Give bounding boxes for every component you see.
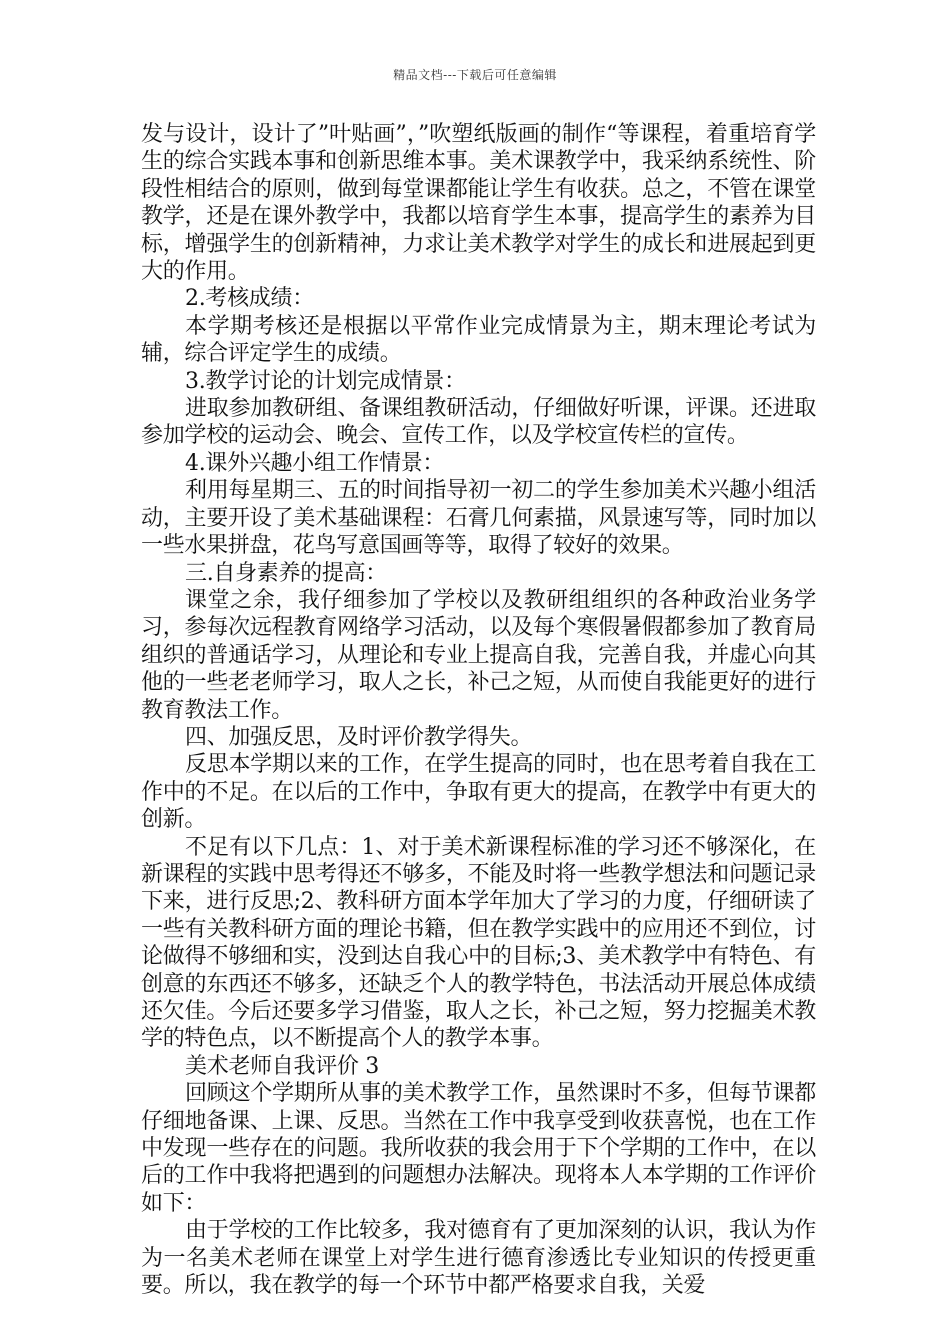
section-heading: 三.自身素养的提高： bbox=[185, 560, 387, 586]
paragraph: 不足有以下几点：1、对于美术新课程标准的学习还不够深化，在新课程的实践中思考得还不够多，不能及时将一些教学想法和问题记录下来，进行反思;2、教科研方面本学年加大了学习的力度，仔细研读了一些有关教科研方面的理论书籍，但在教学实践中的应用还不到位，讨论做得不够细和实，没到达自我心中的目标;3、美术教学中有特色、有创意的东西还不够多，还缺乏个人的教学特色，书法活动开展总体成绩还欠佳。今后还要多学习借鉴，取人之长，补己之短，努力挖掘美术教学的特色点，以不断提高个人的教学本事。 bbox=[141, 834, 816, 1052]
paragraph: 进取参加教研组、备课组教研活动，仔细做好听课，评课。还进取参加学校的运动会、晚会、宣传工作，以及学校宣传栏的宣传。 bbox=[141, 396, 816, 449]
paragraph: 利用每星期三、五的时间指导初一初二的学生参加美术兴趣小组活动，主要开设了美术基础课程：石膏几何素描，风景速写等，同时加以一些水果拼盘，花鸟写意国画等等，取得了较好的效果。 bbox=[141, 478, 816, 559]
section-heading: 2.考核成绩： bbox=[185, 286, 314, 312]
paragraph: 由于学校的工作比较多，我对德育有了更加深刻的认识，我认为作为一名美术老师在课堂上对学生进行德育渗透比专业知识的传授更重要。所以，我在教学的每一个环节中都严格要求自我，关爱 bbox=[141, 1218, 816, 1299]
paragraph: 发与设计，设计了”叶贴画”，”吹塑纸版画的制作“等课程，着重培育学生的综合实践本事和创新思维本事。美术课教学中，我采纳系统性、阶段性相结合的原则，做到每堂课都能让学生有收获。总之，不管在课堂教学，还是在课外教学中，我都以培育学生本事，提高学生的素养为目标，增强学生的创新精神，力求让美术教学对学生的成长和进展起到更大的作用。 bbox=[141, 122, 816, 285]
document-body bbox=[141, 121, 816, 1299]
section-heading: 4.课外兴趣小组工作情景： bbox=[185, 450, 445, 476]
page-header: 精品文档---下载后可任意编辑 bbox=[393, 68, 557, 82]
paragraph: 课堂之余，我仔细参加了学校以及教研组组织的各种政治业务学习，参每次远程教育网络学习活动，以及每个寒假暑假都参加了教育局组织的普通话学习，从理论和专业上提高自我，完善自我，并虚心向其他的一些老老师学习，取人之长，补己之短，从而使自我能更好的进行教育教法工作。 bbox=[141, 587, 816, 723]
section-heading: 3.教学讨论的计划完成情景： bbox=[185, 368, 466, 394]
paragraph: 回顾这个学期所从事的美术教学工作，虽然课时不多，但每节课都仔细地备课、上课、反思。当然在工作中我享受到收获喜悦，也在工作中发现一些存在的问题。我所收获的我会用于下个学期的工作中，在以后的工作中我将把遇到的问题想办法解决。现将本人本学期的工作评价如下： bbox=[141, 1081, 816, 1216]
section-heading: 四、加强反思，及时评价教学得失。 bbox=[185, 724, 533, 750]
paragraph: 反思本学期以来的工作，在学生提高的同时，也在思考着自我在工作中的不足。在以后的工作中，争取有更大的提高，在教学中有更大的创新。 bbox=[141, 752, 816, 833]
section-title: 美术老师自我评价 3 bbox=[185, 1053, 379, 1079]
paragraph: 本学期考核还是根据以平常作业完成情景为主，期末理论考试为辅，综合评定学生的成绩。 bbox=[141, 313, 816, 367]
